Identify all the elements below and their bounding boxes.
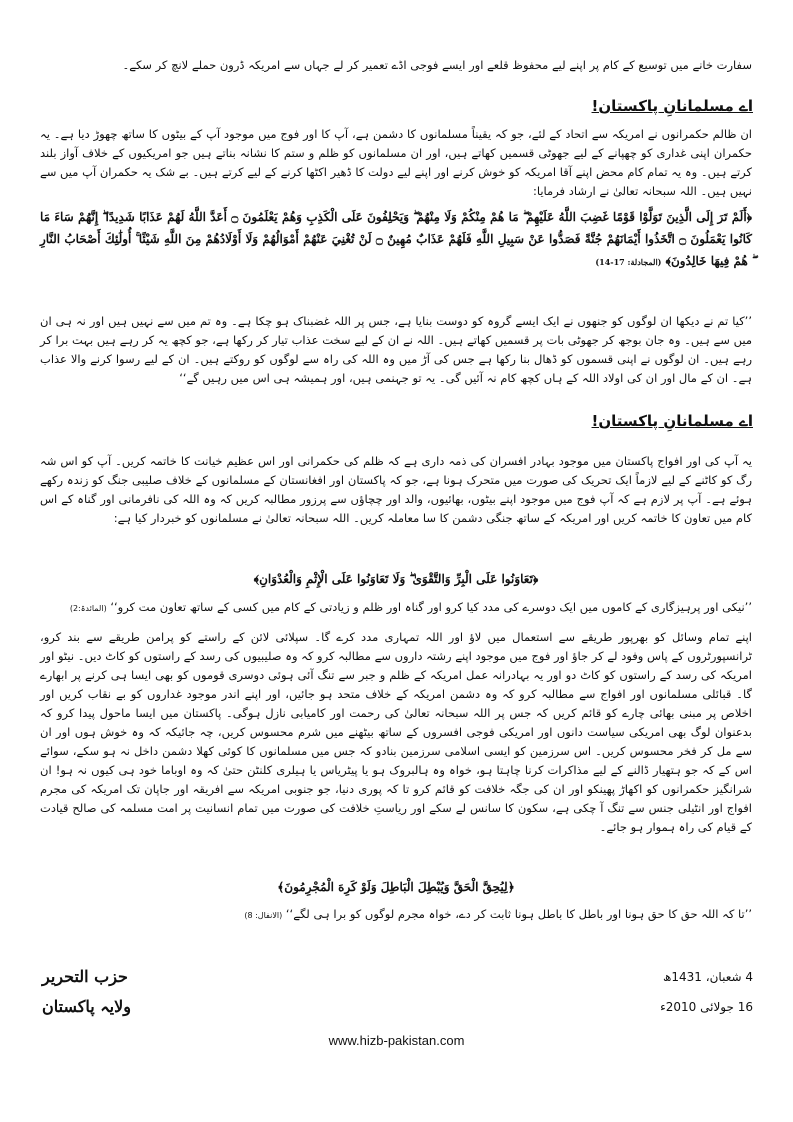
- quran-verse-1-text: ﴿أَلَمْ تَرَ إِلَى الَّذِينَ تَوَلَّوْا قَوْمًا غَضِبَ اللَّهُ عَلَيْهِمْ ۖ مَا هُمْ مِنْكُمْ وَلَا مِنْهُمْ ۖ وَيَحْلِفُونَ عَلَى الْكَذِبِ وَهُمْ يَعْلَمُونَ ۝ أَعَدَّ اللَّهُ لَهُمْ عَذَابًا شَدِيدًا ۖ إِنَّهُمْ سَاءَ مَا كَانُوا يَعْمَلُونَ ۝ اتَّخَذُوا أَيْمَانَهُمْ جُنَّةً فَصَدُّوا عَنْ سَبِيلِ اللَّهِ فَلَهُمْ عَذَابٌ مُهِينٌ ۝ لَنْ تُغْنِيَ عَنْهُمْ أَمْوَالُهُمْ وَلَا أَوْلَادُهُمْ مِنَ اللَّهِ شَيْئًا ۚ أُولَٰئِكَ أَصْحَابُ النَّارِ ۖ هُمْ فِيهَا خَالِدُونَ﴾: [40, 210, 753, 268]
- paragraph-2-translation: ’’کیا تم نے دیکھا ان لوگوں کو جنھوں نے ایک ایسے گروہ کو دوست بنایا ہے، جس پر اللہ غضبناک ہو چکا ہے۔ وہ تم میں سے نہیں ہیں اور نہ ہی ان میں سے ہیں۔ وہ جان بوجھ کر جھوٹی بات پر قسمیں کھاتے ہیں۔ اللہ نے ان کے لیے سخت عذاب تیار کر رکھا ہے، جو کچھ یہ کر رہے ہیں بہت برا کر رہے ہیں۔ ان لوگوں نے اپنی قسموں کو ڈھال بنا رکھا ہے جس کی آڑ میں وہ اللہ کی راہ سے لوگوں کو روکتے ہیں۔ ان کے لیے رسوا کرنے والا عذاب ہے۔ ان کے مال اور ان کی اولاد اللہ کے ہاں کچھ کام نہ آئیں گی۔ یہ تو جہنمی ہیں، اور ہمیشہ ہی اس میں رہیں گے‘‘: [40, 314, 752, 385]
- quran-verse-3-translation: [40, 905, 752, 925]
- website-link[interactable]: www.hizb-pakistan.com: [328, 1033, 465, 1048]
- date-block: [660, 962, 753, 1022]
- section-heading-2: اے مسلمانانِ پاکستان!: [591, 412, 753, 430]
- signature-block: [42, 962, 131, 1022]
- date-hijri: 4 شعبان، 1431ھ: [662, 970, 753, 984]
- intro-line: سفارت خانے میں توسیع کے کام پر اپنے لیے محفوظ قلعے اور ایسے فوجی اڈے تعمیر کر لے جہاں سے امریکہ ڈرون حملے لانچ کر سکے۔: [122, 58, 752, 72]
- signature-party: حزب التحریر: [42, 967, 128, 986]
- quran-verse-2: ﴿تَعَاوَنُوا عَلَى الْبِرِّ وَالتَّقْوَىٰ ۖ وَلَا تَعَاوَنُوا عَلَى الْإِثْمِ وَالْعُدْوَانِ﴾: [253, 572, 539, 586]
- quran-verse-3-translation-text: ’’تا کہ اللہ حق کا حق ہونا اور باطل کا باطل ہونا ثابت کر دے، خواہ مجرم لوگوں کو برا ہی لگے‘‘: [285, 907, 752, 921]
- paragraph-1: ان ظالم حکمرانوں نے امریکہ سے اتحاد کے لئے، جو کہ یقیناً مسلمانوں کا دشمن ہے، آپ کا اور فوج میں موجود آپ کے بیٹوں کا ساتھ چھوڑ دیا ہے۔ یہ حکمران اپنی غداری کو چھپانے کے لیے جھوٹی قسمیں کھاتے ہیں، اور ان مسلمانوں کو ظلم و ستم کا نشانہ بناتے ہیں جو امریکیوں کے خلاف آواز بلند کرتے ہیں۔ وہ یہ تمام کام محض اپنے آقا امریکہ کو خوش کرنے اور اپنے لیے دولت کا ڈھیر اکٹھا کرنے کے لیے کرتے ہیں۔ بے شک یہ حکمران آپ میں سے نہیں ہیں۔ اللہ سبحانہ تعالیٰ نے ارشاد فرمایا:: [40, 127, 752, 198]
- paragraph-3: یہ آپ کی اور افواج پاکستان میں موجود بہادر افسران کی ذمہ داری ہے کہ ظلم کی حکمرانی اور اس عظیم خیانت کا خاتمہ کریں۔ آپ کو اس شہ رگ کو کاٹنے کے لیے لازماً ایک تحریک کی صورت میں متحرک ہونا ہے، جو کہ پاکستان اور افغانستان کے مسلمانوں کے خلاف صلیبی جنگ کو زندہ رکھے ہوئے ہے۔ آپ پر لازم ہے کہ آپ فوج میں موجود اپنے بیٹوں، بھائیوں، والد اور چچاؤں سے پرزور مطالبہ کریں کہ وہ اللہ کی نافرمانی اور گناہ کے اس کام میں تعاون کا خاتمہ کریں اور امریکہ کے ساتھ جنگی دشمن کا سا معاملہ کریں۔ اللہ سبحانہ تعالیٰ نے مسلمانوں کو خبردار کیا ہے:: [40, 454, 752, 525]
- quran-verse-2-reference: (المائدۃ:2): [69, 604, 107, 613]
- quran-verse-2-translation: [40, 598, 752, 618]
- quran-verse-1: [40, 206, 752, 273]
- quran-verse-3-reference: (الانفال: 8): [244, 911, 283, 920]
- quran-verse-2-translation-text: ’’نیکی اور پرہیزگاری کے کاموں میں ایک دوسرے کی مدد کیا کرو اور گناہ اور ظلم و زیادتی کے کام میں کسی کے ساتھ تعاون مت کرو‘‘: [110, 600, 752, 614]
- paragraph-4: اپنے تمام وسائل کو بھرپور طریقے سے استعمال میں لاؤ اور اللہ تمہاری مدد کرے گا۔ سپلائی لائن کے راستے کو پرامن طریقے سے بند کرو، ٹرانسپورٹروں کے پاس وفود لے کر جاؤ اور فوج میں موجود اپنے رشتہ داروں سے مطالبہ کرو کہ وہ صلیبیوں کی رسد کے راستوں کو کاٹ دیں۔ نیٹو اور امریکہ کی رسد کے راستوں کو کاٹ دو اور یہ بہادرانہ عمل امریکہ کے ظلم و جبر سے تنگ آئی ہوئی دوسری قوموں کو بھی ایسا ہی کرنے پر ابھارے گا۔ قبائلی مسلمانوں اور افواج سے مطالبہ کرو کہ وہ دشمن امریکہ کے خلاف متحد ہو جائیں، اور اپنے اندر موجود غداروں کو بے نقاب کریں اور اخلاص پر مبنی بھائی چارے کو قائم کریں کہ جس پر اللہ سبحانہ تعالیٰ کی رحمت اور کامیابی نازل ہوگی۔ پاکستان میں ایسا ماحول پیدا کرو کہ بدعنوان لوگ بھی امریکی سیاست دانوں اور امریکی فوجی افسروں کے ساتھ بیٹھنے میں شرم محسوس کریں، چہ جائیکہ کہ وہ خوش ہوں اور ان سے مل کر فخر محسوس کریں۔ اس سرزمین کو ایسی اسلامی سرزمین بنادو کہ جس میں مسلمانوں کا کوئی کھلا دشمن داخل نہ ہو سکے، سوائے اس کے کہ جو ہتھیار ڈالنے کے لیے مذاکرات کرنا چاہتا ہو، خواہ وہ ہالبروک ہو یا پیٹریاس یا ہیلری کلنٹن حتیٰ کہ وہ اوباما خود ہی کیوں نہ ہو! ان شرانگیز حکمرانوں کو اکھاڑ پھینکو اور ان کی جگہ خلافت کو قائم کرو تا کہ پوری دنیا، جو جنوبی امریکہ سے افریقہ اور جاپان تک امریکہ کی مجرم افواج اور انٹیلی جنس سے تنگ آ چکی ہے، سکون کا سانس لے سکے اور ریاستِ خلافت کی صورت میں تمام انسانیت پر امت مسلمہ کی صالح قیادت کے قیام کی راہ ہموار ہو جائے۔: [40, 630, 752, 834]
- date-gregorian: 16 جولائی 2010ء: [660, 1000, 753, 1014]
- section-heading-1: اے مسلمانانِ پاکستان!: [591, 97, 753, 115]
- signature-wilayah: ولایہ پاکستان: [42, 997, 131, 1016]
- quran-verse-1-reference: (المجادلة: 17-14): [595, 257, 662, 267]
- quran-verse-3: ﴿لِيُحِقَّ الْحَقَّ وَيُبْطِلَ الْبَاطِلَ وَلَوْ كَرِهَ الْمُجْرِمُونَ﴾: [277, 880, 515, 894]
